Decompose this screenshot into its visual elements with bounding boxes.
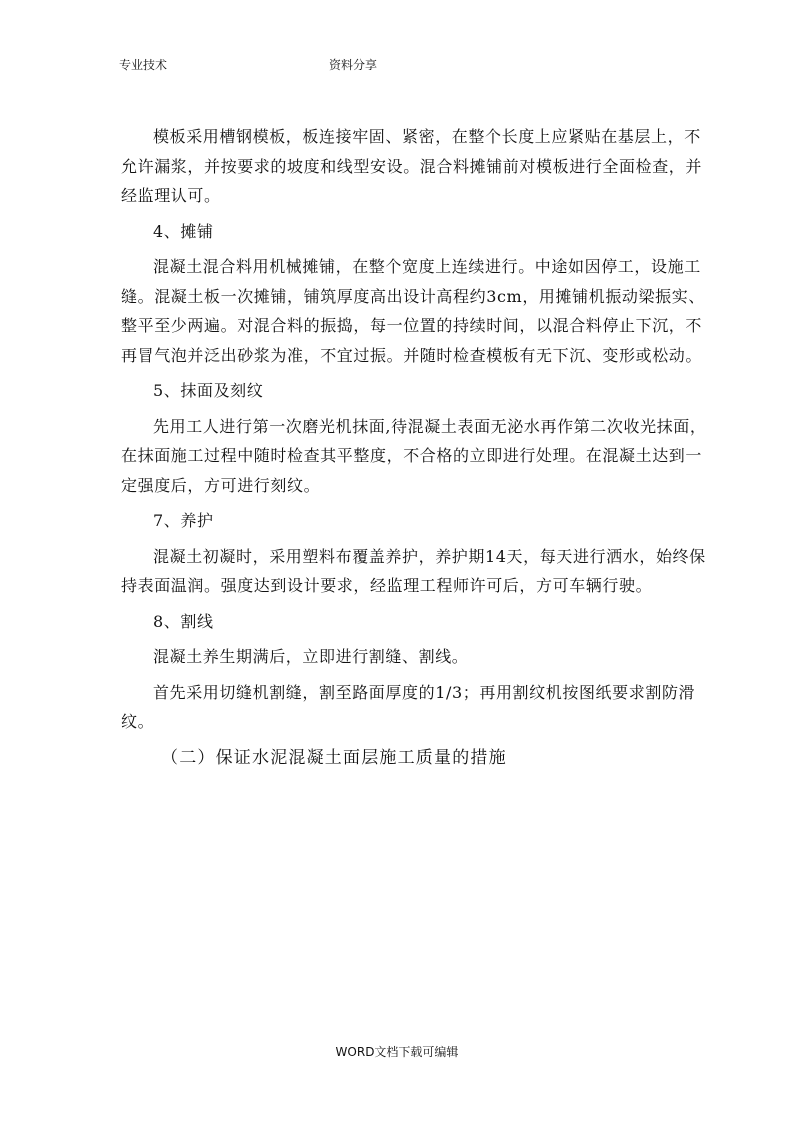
document-body xyxy=(121,122,711,773)
heading-finishing: 5、抹面及刻纹 xyxy=(153,381,264,400)
paragraph-cutting-2: 首先采用切缝机割缝，割至路面厚度的1/3；再用割纹机按图纸要求割防滑纹。 xyxy=(121,682,696,731)
paragraph-paving: 混凝土混合料用机械摊铺，在整个宽度上连续进行。中途如因停工，设施工缝。混凝土板一次摊铺，铺筑厚度高出设计高程约3cm，用摊铺机振动梁振实、整平至少两遍。对混合料的振捣，每一位置的持续时间，以混合料停止下沉，不再冒气泡并泛出砂浆为准，不宜过振。并随时检查模板有无下沉、变形或松动。 xyxy=(121,257,705,365)
heading-paving: 4、摊铺 xyxy=(153,221,214,241)
heading-curing: 7、养护 xyxy=(153,511,214,530)
footer-text: WORD文档下载可编辑 xyxy=(335,1045,459,1059)
header-right-text: 资料分享 xyxy=(329,58,378,72)
section-title-quality-measures: （二）保证水泥混凝土面层施工质量的措施 xyxy=(161,747,507,768)
heading-cutting: 8、割线 xyxy=(153,611,214,631)
paragraph-cutting-1: 混凝土养生期满后，立即进行割缝、割线。 xyxy=(153,647,469,666)
paragraph-curing: 混凝土初凝时，采用塑料布覆盖养护，养护期14天，每天进行洒水，始终保持表面温润。强度达到设计要求，经监理工程师许可后，方可车辆行驶。 xyxy=(121,546,706,595)
header-left-text: 专业技术 xyxy=(119,58,168,72)
paragraph-formwork: 模板采用槽钢模板，板连接牢固、紧密，在整个长度上应紧贴在基层上，不允许漏浆，并按要求的坡度和线型安设。混合料摊铺前对模板进行全面检查，并经监理认可。 xyxy=(121,127,703,205)
paragraph-finishing: 先用工人进行第一次磨光机抹面,待混凝土表面无泌水再作第二次收光抹面，在抹面施工过程中随时检查其平整度，不合格的立即进行处理。在混凝土达到一定强度后，方可进行刻纹。 xyxy=(121,416,707,495)
